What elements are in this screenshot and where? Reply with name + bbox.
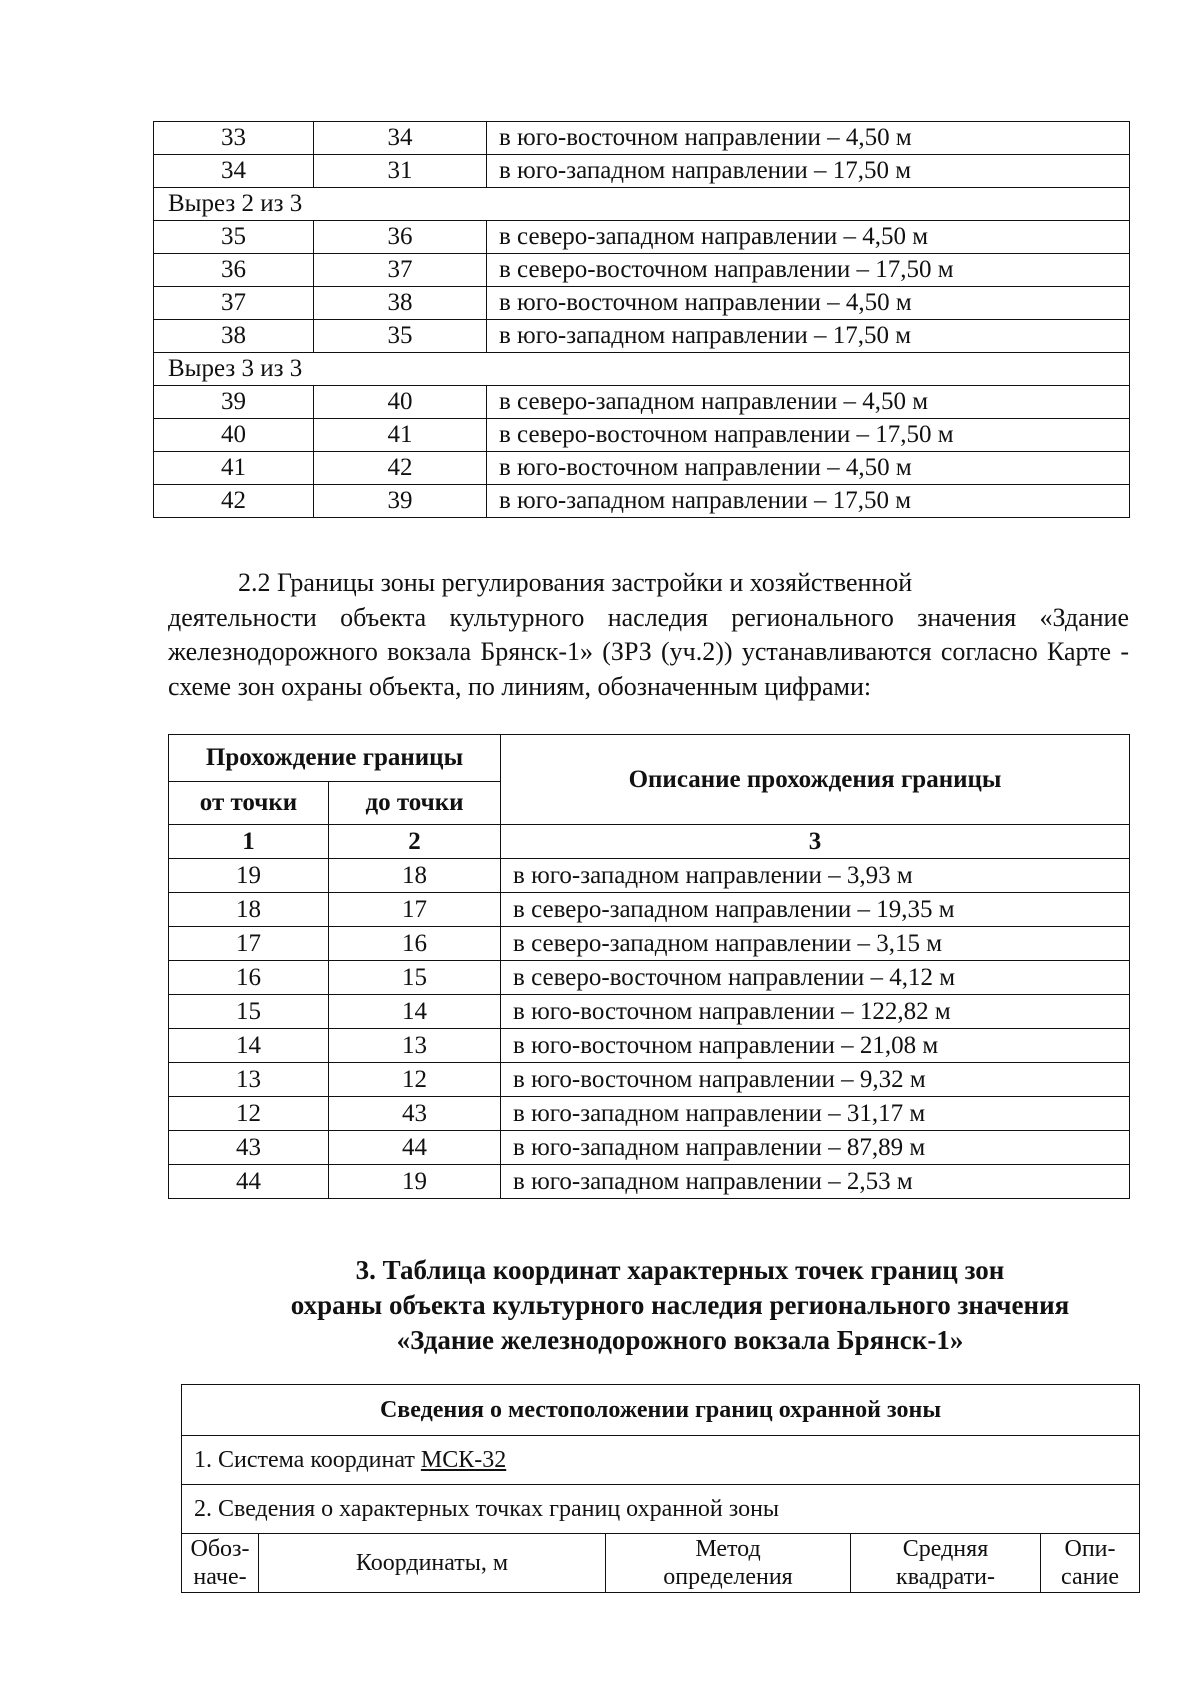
to-point-cell: 36: [314, 221, 487, 254]
section-row: [154, 353, 1130, 386]
description-cell: в юго-западном направлении – 17,50 м: [487, 155, 1130, 188]
zrz-boundary-table: [168, 734, 1130, 1199]
header-boundary-passage: Прохождение границы: [169, 735, 501, 782]
description-cell: в юго-западном направлении – 87,89 м: [501, 1131, 1130, 1165]
cutout-boundary-table: [153, 121, 1130, 518]
heading-line-2: охраны объекта культурного наследия регионального значения: [290, 1290, 1070, 1320]
table-row: [169, 859, 1130, 893]
to-point-cell: 41: [314, 419, 487, 452]
section-3-heading: [240, 1253, 1120, 1358]
table-row: [154, 122, 1130, 155]
from-point-cell: 40: [154, 419, 314, 452]
from-point-cell: 42: [154, 485, 314, 518]
table-row: [169, 961, 1130, 995]
zrz-boundary-table-header: [169, 735, 1130, 859]
from-point-cell: 35: [154, 221, 314, 254]
from-point-cell: 39: [154, 386, 314, 419]
paragraph-first-line: 2.2 Границы зоны регулирования застройки и хозяйственной: [238, 568, 913, 597]
table-row: [154, 287, 1130, 320]
to-point-cell: 44: [329, 1131, 501, 1165]
heading-line-3: «Здание железнодорожного вокзала Брянск-1»: [396, 1325, 964, 1355]
from-point-cell: 44: [169, 1165, 329, 1199]
to-point-cell: 14: [329, 995, 501, 1029]
to-point-cell: 12: [329, 1063, 501, 1097]
from-point-cell: 15: [169, 995, 329, 1029]
table-row: [169, 1131, 1130, 1165]
from-point-cell: 19: [169, 859, 329, 893]
table-row: [154, 320, 1130, 353]
from-point-cell: 17: [169, 927, 329, 961]
col-coordinates: Координаты, м: [259, 1534, 606, 1593]
section-label: Вырез 3 из 3: [154, 353, 1130, 386]
description-cell: в северо-восточном направлении – 17,50 м: [487, 419, 1130, 452]
from-point-cell: 13: [169, 1063, 329, 1097]
col-description: [1041, 1534, 1140, 1593]
description-cell: в северо-западном направлении – 19,35 м: [501, 893, 1130, 927]
table-row: [169, 995, 1130, 1029]
to-point-cell: 31: [314, 155, 487, 188]
header-to-point: до точки: [329, 782, 501, 825]
heading-line-1: 3. Таблица координат характерных точек границ зон: [355, 1255, 1005, 1285]
table-row: [154, 485, 1130, 518]
description-cell: в юго-западном направлении – 3,93 м: [501, 859, 1130, 893]
to-point-cell: 16: [329, 927, 501, 961]
description-cell: в северо-западном направлении – 4,50 м: [487, 386, 1130, 419]
header-boundary-description: Описание прохождения границы: [501, 735, 1130, 825]
characteristic-points-row: 2. Сведения о характерных точках границ охранной зоны: [182, 1485, 1140, 1534]
table-row: [154, 419, 1130, 452]
section-row: [154, 188, 1130, 221]
section-label: Вырез 2 из 3: [154, 188, 1130, 221]
description-cell: в юго-восточном направлении – 21,08 м: [501, 1029, 1130, 1063]
from-point-cell: 38: [154, 320, 314, 353]
description-cell: в юго-западном направлении – 2,53 м: [501, 1165, 1130, 1199]
table-row: [154, 386, 1130, 419]
description-cell: в северо-восточном направлении – 17,50 м: [487, 254, 1130, 287]
description-cell: в юго-восточном направлении – 9,32 м: [501, 1063, 1130, 1097]
coordinate-system-value: МСК-32: [420, 1447, 507, 1473]
description-cell: в юго-западном направлении – 31,17 м: [501, 1097, 1130, 1131]
col-designation-line2: наче-: [193, 1564, 247, 1590]
to-point-cell: 42: [314, 452, 487, 485]
table-row: [154, 155, 1130, 188]
col-method-line1: Метод: [695, 1536, 761, 1562]
description-cell: в юго-восточном направлении – 122,82 м: [501, 995, 1130, 1029]
col-designation: [182, 1534, 259, 1593]
to-point-cell: 19: [329, 1165, 501, 1199]
from-point-cell: 12: [169, 1097, 329, 1131]
column-number-3: 3: [501, 825, 1130, 859]
to-point-cell: 18: [329, 859, 501, 893]
section-2-2-paragraph: [168, 566, 1129, 704]
to-point-cell: 13: [329, 1029, 501, 1063]
coordinates-table-title: Сведения о местоположении границ охранной зоны: [182, 1385, 1140, 1436]
table-row: [154, 221, 1130, 254]
from-point-cell: 16: [169, 961, 329, 995]
table-row: [169, 1097, 1130, 1131]
to-point-cell: 40: [314, 386, 487, 419]
to-point-cell: 17: [329, 893, 501, 927]
from-point-cell: 43: [169, 1131, 329, 1165]
header-from-point: от точки: [169, 782, 329, 825]
from-point-cell: 41: [154, 452, 314, 485]
from-point-cell: 36: [154, 254, 314, 287]
to-point-cell: 15: [329, 961, 501, 995]
table-row: [169, 1029, 1130, 1063]
to-point-cell: 38: [314, 287, 487, 320]
col-method-line2: определения: [663, 1564, 793, 1590]
paragraph-body: деятельности объекта культурного наследия регионального значения «Здание железнодорожного вокзала Брянск-1» (ЗРЗ (уч.2)) устанавливаются согласно Карте - схеме зон охраны объекта, по линиям, обозначенным цифрами:: [168, 602, 1129, 701]
description-cell: в северо-западном направлении – 3,15 м: [501, 927, 1130, 961]
description-cell: в северо-западном направлении – 4,50 м: [487, 221, 1130, 254]
from-point-cell: 34: [154, 155, 314, 188]
coordinate-system-label: 1. Система координат: [194, 1447, 421, 1473]
to-point-cell: 34: [314, 122, 487, 155]
description-cell: в юго-восточном направлении – 4,50 м: [487, 452, 1130, 485]
column-number-2: 2: [329, 825, 501, 859]
from-point-cell: 37: [154, 287, 314, 320]
table-row: [169, 893, 1130, 927]
description-cell: в юго-восточном направлении – 4,50 м: [487, 122, 1130, 155]
to-point-cell: 43: [329, 1097, 501, 1131]
coordinates-table: [181, 1384, 1140, 1593]
table-row: [169, 1165, 1130, 1199]
description-cell: в северо-восточном направлении – 4,12 м: [501, 961, 1130, 995]
coordinate-system-row: [182, 1436, 1140, 1485]
column-number-1: 1: [169, 825, 329, 859]
description-cell: в юго-западном направлении – 17,50 м: [487, 485, 1130, 518]
to-point-cell: 39: [314, 485, 487, 518]
description-cell: в юго-восточном направлении – 4,50 м: [487, 287, 1130, 320]
col-mean-square-line1: Средняя: [902, 1536, 989, 1562]
col-description-line2: сание: [1061, 1564, 1119, 1590]
zrz-boundary-table-body: [169, 859, 1130, 1199]
cutout-boundary-table-body: [154, 122, 1130, 518]
table-row: [154, 254, 1130, 287]
from-point-cell: 14: [169, 1029, 329, 1063]
table-row: [169, 927, 1130, 961]
description-cell: в юго-западном направлении – 17,50 м: [487, 320, 1130, 353]
col-description-line1: Опи-: [1064, 1536, 1116, 1562]
table-row: [154, 452, 1130, 485]
col-mean-square-line2: квадрати-: [896, 1564, 995, 1590]
col-designation-line1: Обоз-: [190, 1536, 250, 1562]
to-point-cell: 37: [314, 254, 487, 287]
table-row: [169, 1063, 1130, 1097]
from-point-cell: 33: [154, 122, 314, 155]
col-mean-square: [851, 1534, 1041, 1593]
from-point-cell: 18: [169, 893, 329, 927]
to-point-cell: 35: [314, 320, 487, 353]
col-method: [606, 1534, 851, 1593]
